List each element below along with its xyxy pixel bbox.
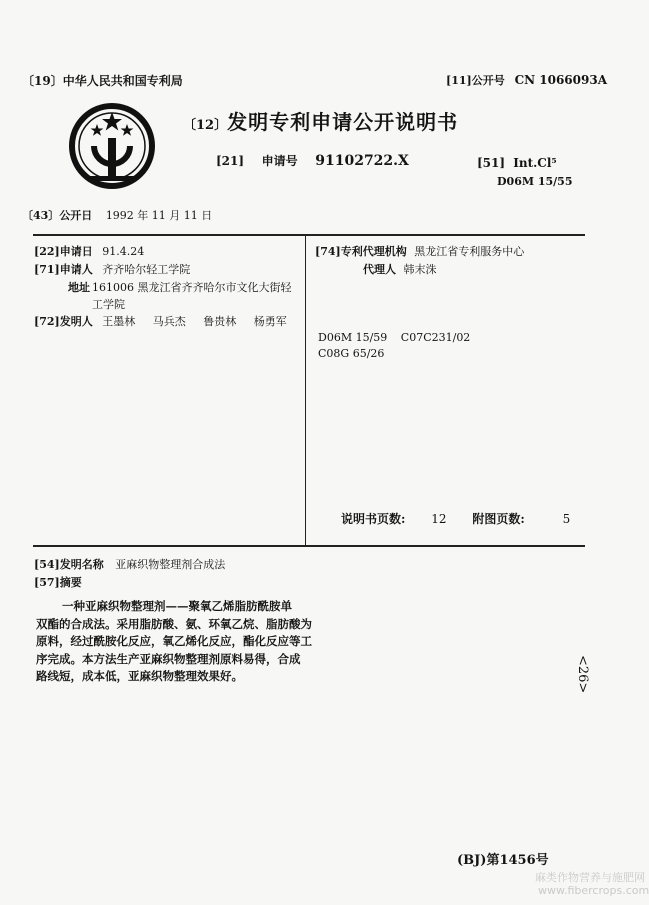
class-code: C07C231/02: [400, 331, 471, 344]
inventors-code: [72]: [34, 315, 60, 328]
abstract-line: 原料，经过酰胺化反应，氧乙烯化反应，酯化反应等工: [36, 634, 312, 648]
watermark-line2: www.fibercrops.com: [538, 884, 649, 897]
pub-no-value: CN 1066093A: [514, 73, 608, 87]
agency-value: 黑龙江省专利服务中心: [414, 245, 525, 258]
doc-type-code: 〔12〕: [183, 118, 228, 133]
abstract-line: 序完成。本方法生产亚麻织物整理剂原料易得，合成: [36, 651, 301, 666]
intcl-label: Int.Cl⁵: [513, 156, 557, 170]
desc-pages-value: 12: [431, 512, 447, 526]
title-label: 发明名称: [59, 558, 104, 571]
agency-label: 专利代理机构: [340, 245, 407, 258]
top-divider: [33, 234, 585, 236]
drawing-pages-label: 附图页数:: [472, 512, 525, 526]
drawing-pages-value: 5: [562, 512, 571, 526]
abstract-heading: [34, 574, 82, 590]
page-counts: [341, 510, 570, 527]
invention-title: [34, 556, 225, 572]
filing-value: 91.4.24: [102, 245, 145, 258]
footer-code: (BJ)第1456号: [457, 853, 549, 868]
address-label: 地址: [68, 281, 90, 294]
applicant-label: 申请人: [59, 263, 93, 276]
pubdate-value: 1992 年 11 月 11 日: [105, 209, 213, 222]
int-cl: [477, 156, 557, 170]
bottom-divider: [33, 545, 585, 547]
applicant: [34, 261, 190, 277]
watermark-line1: 麻类作物营养与施肥网: [535, 871, 645, 884]
pub-no-code: [11]: [446, 74, 472, 87]
abstract-line: 一种亚麻织物整理剂——聚氧乙烯脂肪酰胺单: [62, 599, 292, 613]
side-page-mark: <26>: [575, 655, 590, 694]
publication-number: [446, 72, 607, 88]
pubdate-code: 〔43〕: [22, 209, 60, 222]
title-value: 亚麻织物整理剂合成法: [115, 558, 226, 571]
pub-no-label: 公开号: [471, 74, 505, 87]
abstract-code: [57]: [34, 576, 60, 589]
inventor-name: 王墨林: [102, 315, 136, 328]
filing-label: 申请日: [59, 245, 93, 258]
column-divider: [305, 234, 306, 545]
intcl-code: [51]: [477, 156, 506, 170]
abstract-line: 路线短，成本低，亚麻织物整理效果好。: [36, 669, 243, 683]
inventor-name: 马兵杰: [152, 315, 186, 328]
title-code: [54]: [34, 558, 60, 571]
agent: [363, 261, 437, 277]
address-line1: 161006 黑龙江省齐齐哈尔市文化大街轻: [92, 281, 292, 294]
abstract-label: 摘要: [59, 576, 82, 589]
inventors-label: 发明人: [59, 315, 93, 328]
app-no-code: [21]: [216, 154, 245, 168]
country-line: [22, 72, 183, 89]
address-line2: 工学院: [92, 298, 125, 311]
agent-label: 代理人: [363, 263, 396, 276]
applicant-code: [71]: [34, 263, 60, 276]
inventors: [34, 313, 287, 329]
agency-code: [74]: [315, 245, 341, 258]
doc-type-text: 发明专利申请公开说明书: [227, 110, 459, 134]
country-code: 〔19〕: [22, 74, 63, 88]
class-code: D06M 15/59: [318, 331, 388, 344]
filing-code: [22]: [34, 245, 60, 258]
intcl-value: D06M 15/55: [497, 175, 573, 188]
publication-date: [22, 207, 212, 223]
pubdate-label: 公开日: [59, 209, 93, 222]
class-code: C08G 65/26: [318, 347, 385, 360]
inventor-name: 杨勇军: [253, 315, 287, 328]
classification-line1: [318, 331, 470, 344]
applicant-value: 齐齐哈尔轻工学院: [102, 263, 191, 276]
app-no-label: 申请号: [261, 154, 298, 168]
abstract-line: 双酯的合成法。采用脂肪酸、氨、环氧乙烷、脂肪酸为: [36, 616, 312, 631]
document-type-title: [183, 106, 458, 135]
filing-date: [34, 243, 144, 259]
agent-value: 韩末洙: [403, 263, 437, 276]
agency: [315, 243, 524, 259]
application-number: [216, 150, 409, 169]
patent-office-emblem-icon: [66, 100, 158, 192]
inventor-name: 鲁贵林: [203, 315, 237, 328]
app-no-value: 91102722.X: [315, 153, 409, 169]
country-name: 中华人民共和国专利局: [62, 74, 183, 88]
desc-pages-label: 说明书页数:: [341, 512, 406, 526]
